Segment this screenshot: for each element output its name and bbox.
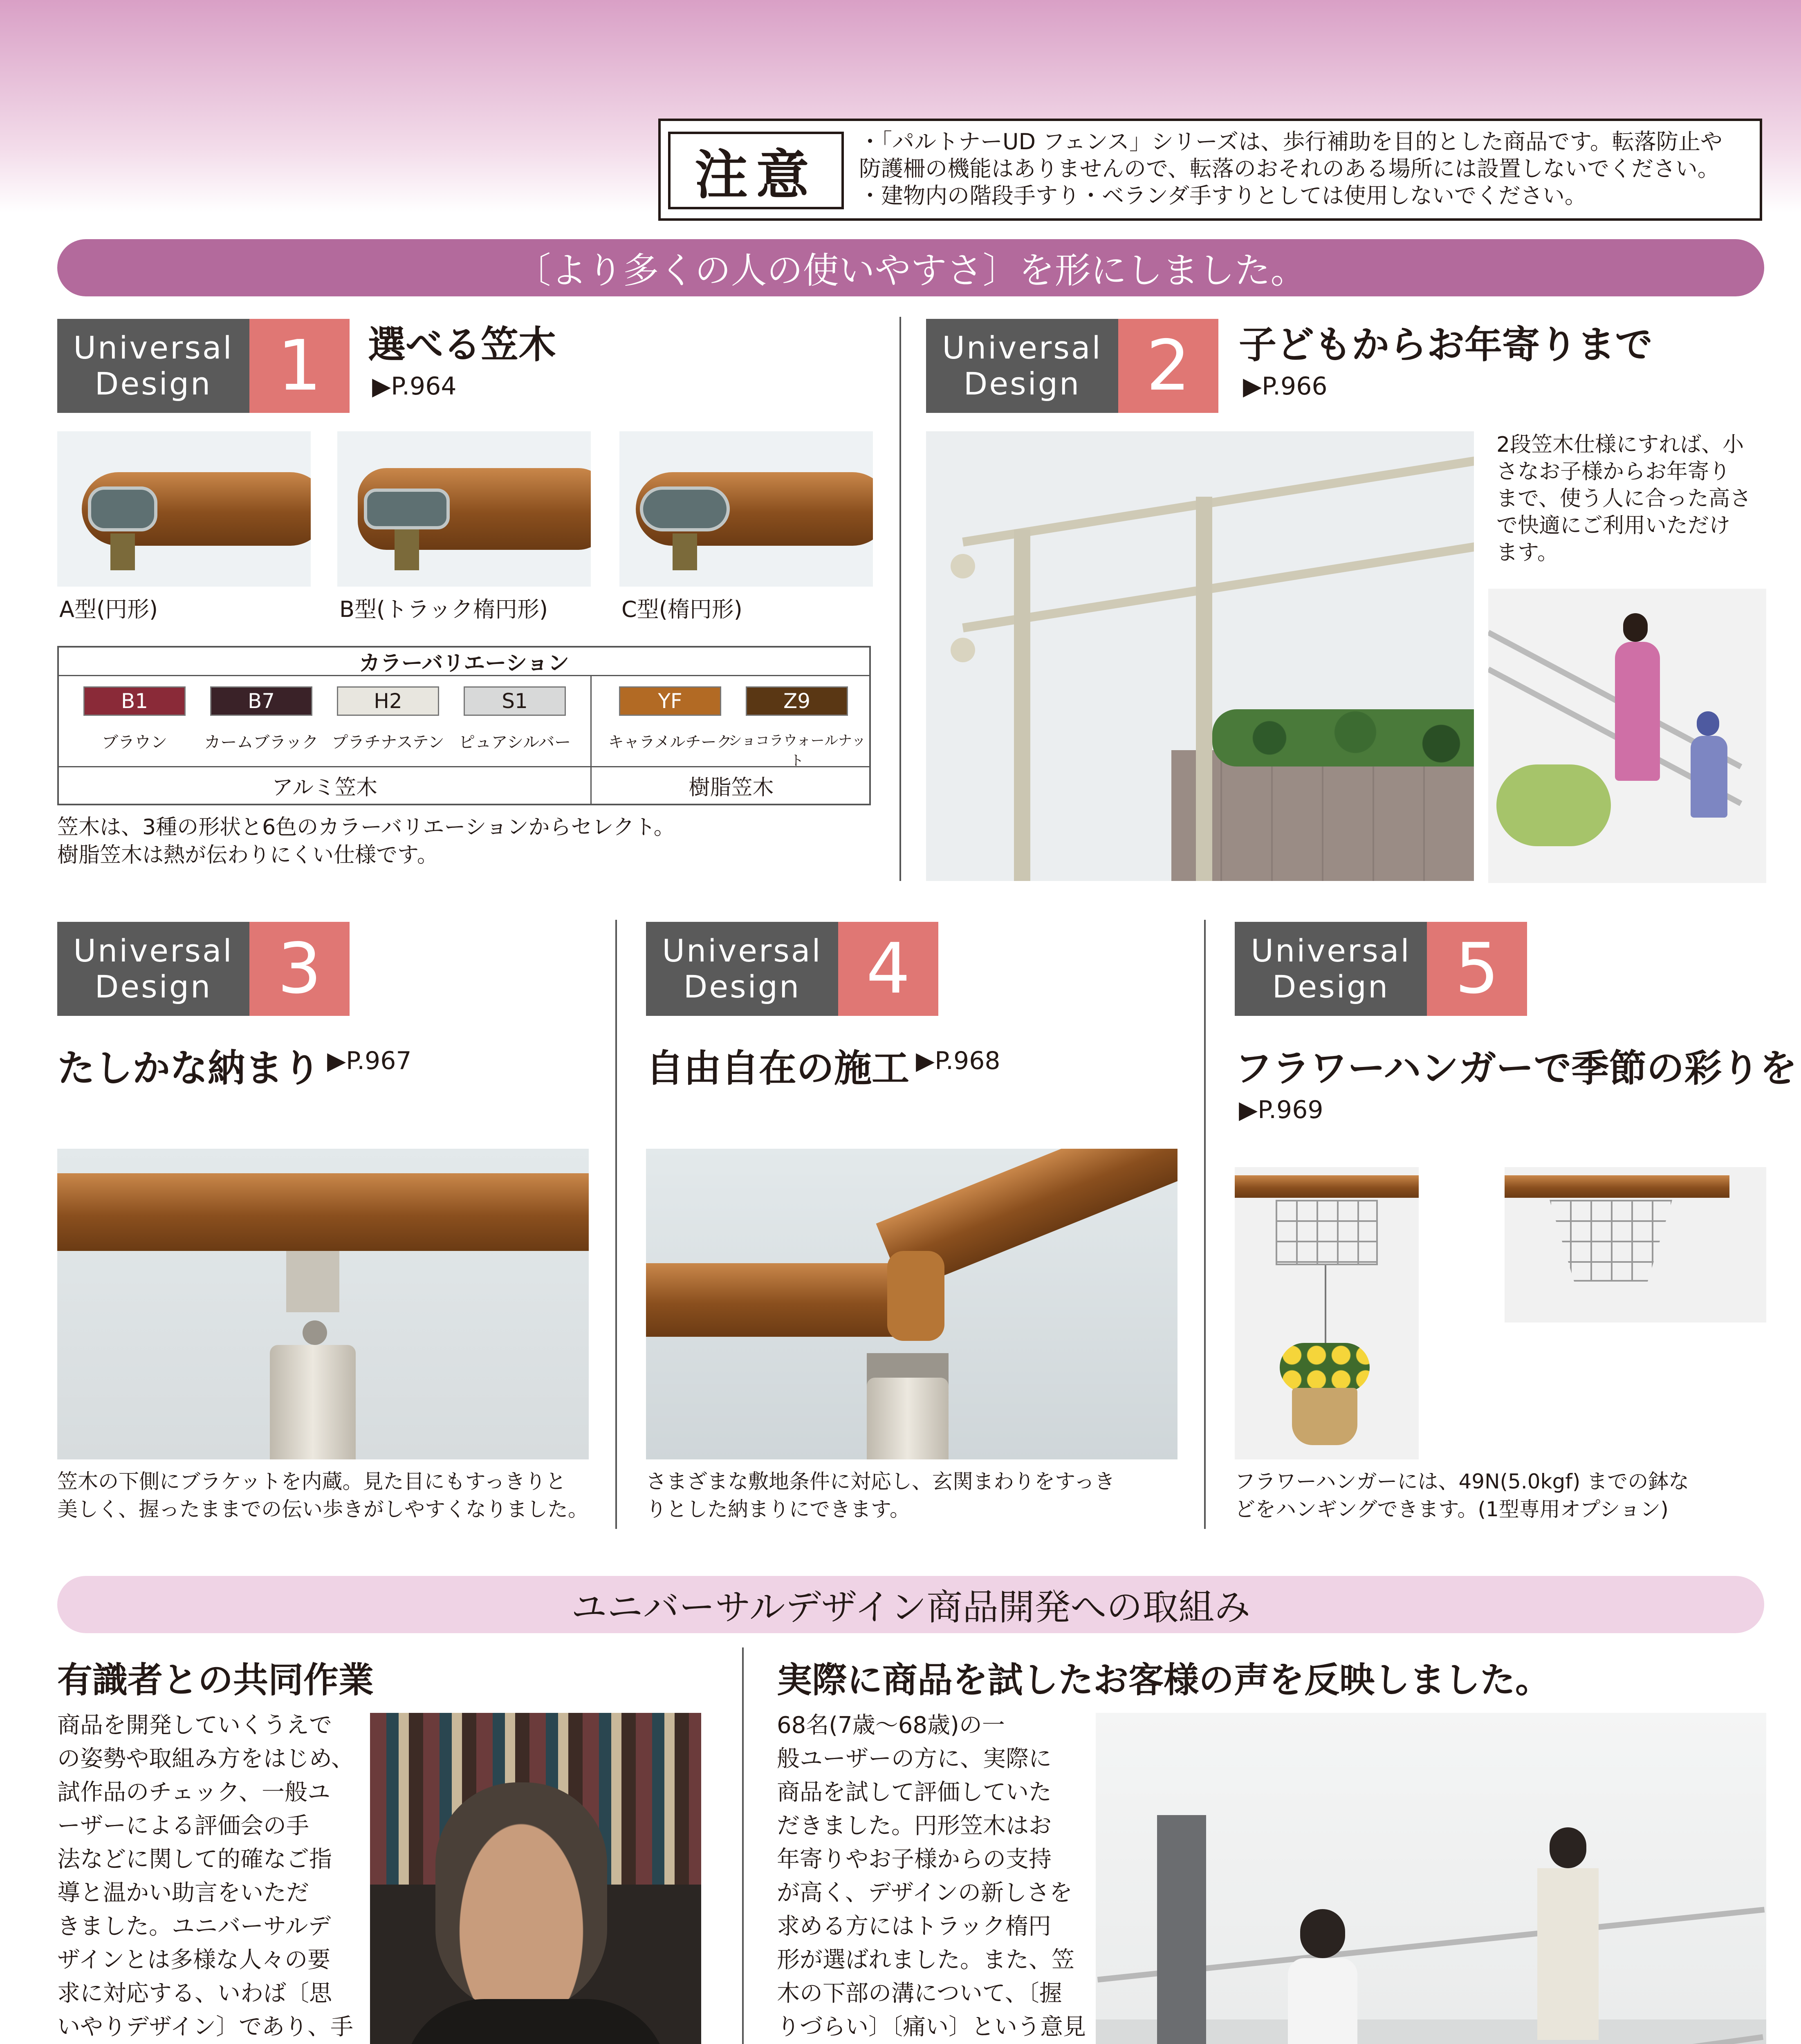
swatch-name: ピュアシルバー: [458, 733, 571, 752]
swatch-z9: Z9: [746, 686, 848, 716]
swatch-name: カームブラック: [204, 733, 318, 752]
swatch-name: キャラメルチーク: [608, 733, 732, 751]
ud-number: 2: [1118, 319, 1218, 413]
ud-number: 5: [1427, 922, 1527, 1016]
bracket-photo: [57, 1149, 589, 1459]
section-banner: 〔より多くの人の使いやすさ〕を形にしました。: [57, 239, 1764, 296]
swatch-b1: B1: [83, 686, 186, 716]
divider: [1204, 920, 1206, 1529]
s3-title: たしかな納まり: [57, 1047, 321, 1090]
s1-title: 選べる笠木: [368, 323, 556, 367]
swatch-b7: B7: [210, 686, 312, 716]
swatch-name: プラチナステン: [332, 733, 444, 752]
ud-number: 4: [838, 922, 938, 1016]
s4-page-ref: ▶P.968: [916, 1047, 1000, 1075]
ud-label: Universal Design: [646, 922, 838, 1016]
col1-title: 有識者との共同作業: [57, 1660, 374, 1701]
color-table: [57, 646, 871, 805]
s4-title: 自由自在の施工: [646, 1047, 910, 1090]
ud-label: Universal Design: [1235, 922, 1427, 1016]
s5-desc: フラワーハンガーには、49N(5.0kgf) までの鉢な どをハンギングできます。(1型専用オプション): [1235, 1470, 1689, 1521]
s5-title: フラワーハンガーで季節の彩りを: [1235, 1047, 1797, 1090]
swatch-yf: YF: [619, 686, 721, 716]
family-illustration: [1488, 589, 1766, 883]
shape-a-label: A型(円形): [59, 596, 158, 622]
group-resin: 樹脂笠木: [689, 775, 774, 800]
shape-b-label: B型(トラック楕円形): [339, 596, 548, 622]
notice-text: ・「パルトナーUD フェンス」シリーズは、歩行補助を目的とした商品です。転落防止や 防護柵の機能はありませんので、転落のおそれのある場所には設置しないでください。 ・建物内の階段手すり・ベランダ手すりとしては使用しないでください。: [859, 129, 1723, 208]
portrait-photo: [370, 1713, 701, 2044]
s4-desc: さまざまな敷地条件に対応し、玄関まわりをすっき りとした納まりにできます。: [646, 1470, 1115, 1521]
s2-title: 子どもからお年寄りまで: [1239, 323, 1653, 367]
s3-page-ref: ▶P.967: [327, 1047, 412, 1075]
notice-label: 注意: [668, 132, 844, 209]
swatch-s1: S1: [464, 686, 566, 716]
flower-hanger-photo: [1235, 1167, 1419, 1459]
rail-c-image: [619, 431, 873, 587]
rail-b-image: [337, 431, 591, 587]
joint-photo: [646, 1149, 1177, 1459]
col2-title: 実際に商品を試したお客様の声を反映しました。: [777, 1660, 1550, 1701]
flower-hanger-diagram: [1505, 1167, 1766, 1322]
user-test-photo: [1096, 1713, 1766, 2044]
col2-text: 68名(7歳〜68歳)の一 般ユーザーの方に、実際に 商品を試して評価していた だきました。円形笠木はお 年寄りやお子様からの支持 が高く、デザインの新しさを 求める方にはトラック楕円 形が選ばれました。また、笠 木の下部の溝について、〔握 りづらい〕〔痛い〕という意見: [777, 1712, 1086, 2040]
swatch-h2: H2: [337, 686, 439, 716]
divider: [615, 920, 617, 1529]
ud-label: Universal Design: [57, 922, 249, 1016]
s2-page-ref: ▶P.966: [1243, 372, 1328, 401]
s2-desc: 2段笠木仕様にすれば、小 さなお子様からお年寄り まで、使う人に合った高さ で快適にご利用いただけ ます。: [1496, 433, 1751, 565]
s1-desc: 笠木は、3種の形状と6色のカラーバリエーションからセレクト。 樹脂笠木は熱が伝わりにくい仕様です。: [57, 815, 675, 867]
col1-text: 商品を開発していくうえで の姿勢や取組み方をはじめ、 試作品のチェック、一般ユ ーザーによる評価会の手 法などに関して的確なご指 導と温かい助言をいただ きました。ユニバーサルデ ザインとは多様な人々の要 求に対応する、いわば〔思 いやりデザイン〕であり、手: [57, 1712, 354, 2040]
swatch-name: ショコラウォールナット: [728, 733, 866, 769]
ud-label: Universal Design: [926, 319, 1118, 413]
swatch-name: ブラウン: [102, 733, 167, 752]
divider: [742, 1647, 744, 2044]
s5-page-ref: ▶P.969: [1239, 1096, 1323, 1124]
s1-page-ref: ▶P.964: [372, 372, 457, 401]
divider: [899, 317, 901, 881]
ud-number: 1: [249, 319, 350, 413]
ud-label: Universal Design: [57, 319, 249, 413]
two-rail-photo: [926, 431, 1474, 881]
notice-box: [658, 119, 1762, 221]
ud-number: 3: [249, 922, 350, 1016]
s3-desc: 笠木の下側にブラケットを内蔵。見た目にもすっきりと 美しく、握ったままでの伝い歩きがしやすくなりました。: [57, 1470, 588, 1521]
shape-c-label: C型(楕円形): [621, 596, 742, 622]
section-banner: ユニバーサルデザイン商品開発への取組み: [57, 1576, 1764, 1633]
group-alumi: アルミ笠木: [272, 775, 377, 800]
rail-a-image: [57, 431, 311, 587]
color-table-header: カラーバリエーション: [59, 648, 869, 676]
